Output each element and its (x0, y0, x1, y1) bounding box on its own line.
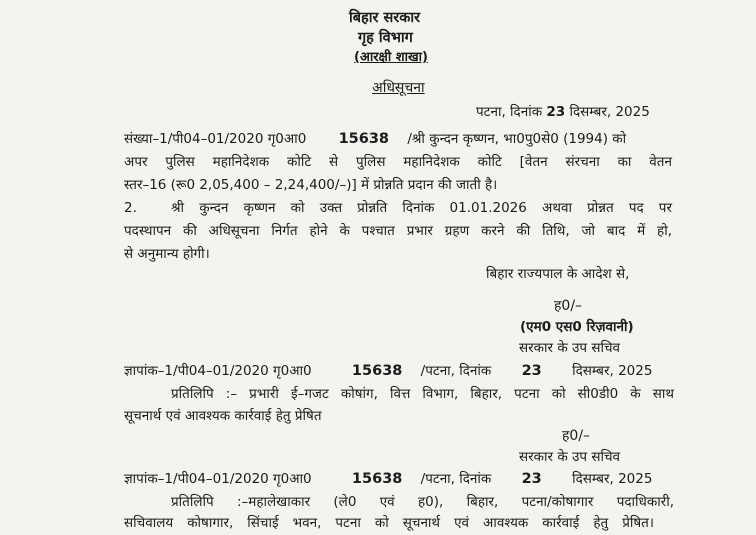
gyapank-day: 23 (521, 471, 542, 487)
gyapank-prefix: ज्ञापांक–1/पी04–01/2020 गृ0आ0 (124, 471, 312, 487)
signature-mark: ह0/– (554, 298, 583, 314)
copy1-signatory-title: सरकार के उप सचिव (519, 449, 621, 465)
gyapank-line-2 (124, 470, 652, 488)
copy1-line-2: सूचनार्थ एवं आवश्यक कार्रवाई हेतु प्रेषित (124, 408, 322, 424)
para2-line-1: श्री कुन्दन कृष्णन को उक्त प्रोन्नति दिनांक 01.01.2026 अथवा प्रोन्नत पद पर (171, 200, 672, 216)
signatory-title: सरकार के उप सचिव (519, 340, 621, 356)
sankhya-number: 15638 (338, 131, 390, 147)
sankhya-line (124, 130, 626, 148)
sankhya-suffix: /श्री कुन्दन कृष्णन, भा0पु0से0 (1994) को (407, 131, 627, 147)
copy1-line-1: प्रतिलिपि :– प्रभारी ई–गजट कोषांग, वित्त विभाग, बिहार, पटना को सी0डी0 के साथ (171, 386, 674, 402)
gyapank-month: दिसम्बर, (572, 471, 614, 487)
copy1-signature-mark: ह0/– (562, 428, 591, 444)
department-heading: गृह विभाग (358, 30, 413, 46)
date-year: 2025 (615, 104, 650, 120)
para2-number: 2. (124, 200, 137, 216)
notification-date (476, 103, 650, 121)
notification-title: अधिसूचना (372, 80, 425, 96)
gyapank-day: 23 (521, 363, 542, 379)
gyapank-place-date: /पटना, दिनांक (420, 363, 492, 379)
copy2-line-2: सचिवालय कोषागार, सिंचाई भवन, पटना को सूचनार्थ एवं आवश्यक कार्रवाई हेतु प्रेषित। (124, 515, 654, 531)
date-month: दिसम्बर, (569, 104, 612, 120)
governor-order: बिहार राज्यपाल के आदेश से, (486, 266, 630, 282)
gyapank-year: 2025 (618, 363, 653, 379)
gyapank-place-date: /पटना, दिनांक (420, 471, 492, 487)
notification-line-2: अपर पुलिस महानिदेशक कोटि से पुलिस महानिदेशक कोटि [वेतन संरचना का वेतन (124, 154, 672, 170)
gyapank-number: 15638 (351, 363, 403, 379)
para2-line-3: से अनुमान्य होगी। (124, 246, 210, 262)
branch-heading: (आरक्षी शाखा) (354, 50, 428, 65)
gyapank-number: 15638 (351, 471, 403, 487)
sankhya-prefix: संख्या–1/पी04–01/2020 गृ0आ0 (124, 131, 307, 147)
signatory-name: (एम0 एस0 रिज़वानी) (520, 319, 634, 335)
para2-line-2: पदस्थापन की अधिसूचना निर्गत होने के पश्चात प्रभार ग्रहण करने की तिथि, जो बाद में हो, (124, 223, 672, 239)
date-prefix: पटना, दिनांक (476, 104, 543, 120)
notification-line-3: स्तर–16 (रू0 2,05,400 – 2,24,400/–)] में प्रोन्नति प्रदान की जाती है। (124, 177, 498, 193)
gyapank-year: 2025 (618, 471, 653, 487)
gyapank-month: दिसम्बर, (572, 363, 614, 379)
government-heading: बिहार सरकार (349, 10, 421, 26)
gyapank-line-1 (124, 362, 652, 380)
copy2-line-1: प्रतिलिपि :–महालेखाकार (ले0 एवं ह0), बिहार, पटना/कोषागार पदाधिकारी, (171, 494, 674, 510)
gyapank-prefix: ज्ञापांक–1/पी04–01/2020 गृ0आ0 (124, 363, 312, 379)
date-day: 23 (546, 104, 566, 120)
